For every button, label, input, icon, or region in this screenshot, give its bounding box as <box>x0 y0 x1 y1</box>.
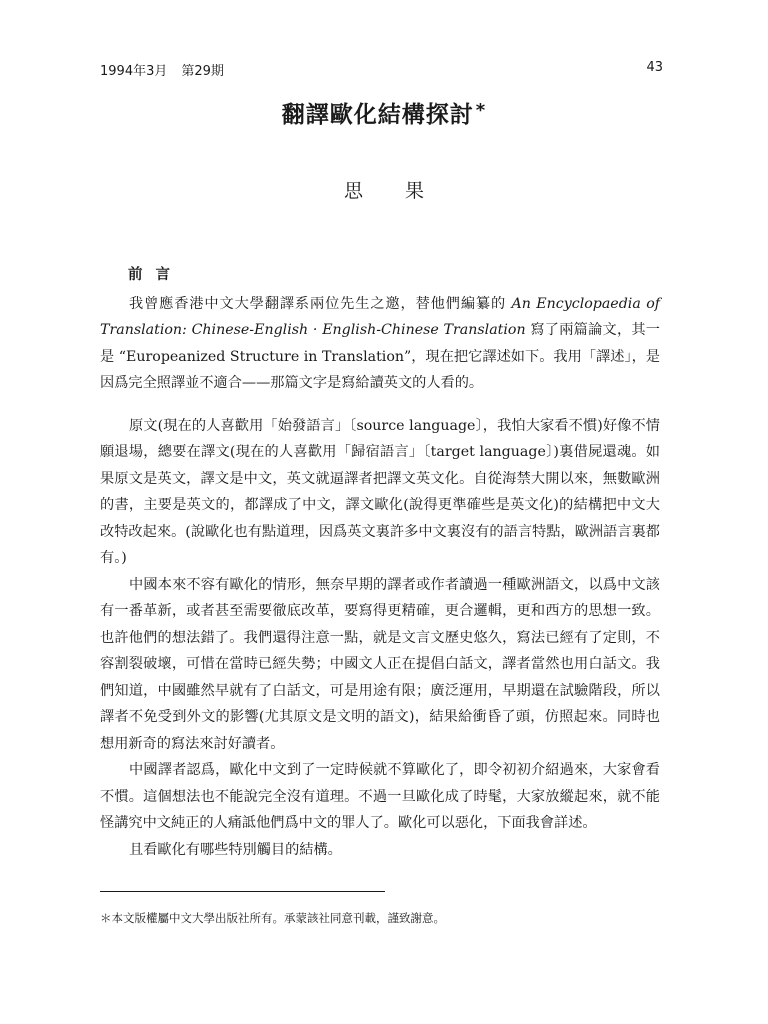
running-header <box>100 60 663 79</box>
paragraph-1 <box>100 291 660 397</box>
issue-date: 1994年3月 <box>100 64 168 79</box>
page-number: 43 <box>646 60 663 75</box>
paragraph-4: 中國譯者認爲，歐化中文到了一定時候就不算歐化了，即令初初介紹過來，大家會看不慣。這個想法也不能說完全沒有道理。不過一旦歐化成了時髦，大家放縱起來，就不能怪講究中文純正的人痛詆他們爲中文的罪人了。歐化可以惡化，下面我會詳述。 <box>100 762 660 831</box>
section-heading: 前 言 <box>128 267 175 283</box>
paragraph-spacer <box>100 397 660 413</box>
paragraph-1-book-title: An Encyclopaedia of Translation: Chinese-English · English-Chinese Translation <box>100 295 660 338</box>
issue-number: 第29期 <box>181 64 224 79</box>
paragraph-3: 中國本來不容有歐化的情形，無奈早期的譯者或作者讀過一種歐洲語文，以爲中文該有一番革新，或者甚至需要徹底改革，要寫得更精確，更合邏輯，更和西方的思想一致。也許他們的想法錯了。我們還得注意一點，就是文言文歷史悠久，寫法已經有了定則，不容割裂破壞，可惜在當時已經失勢；中國文人正在提倡白話文，譯者當然也用白話文。我們知道，中國雖然早就有了白話文，可是用途有限；廣泛運用，早期還在試驗階段，所以譯者不免受到外文的影響(尤其原文是文明的語文)，結果給衝昏了頭，仿照起來。同時也想用新奇的寫法來討好讀者。 <box>100 576 660 752</box>
article-author: 思 果 <box>343 180 443 202</box>
paragraph-1-part-a: 我曾應香港中文大學翻譯系兩位先生之邀，替他們編纂的 <box>129 295 507 312</box>
article-title-text: 翻譯歐化結構探討 <box>281 102 474 128</box>
article-body <box>100 262 660 863</box>
footnote: ＊本文版權屬中文大學出版社所有。承蒙該社同意刊載，謹致謝意。 <box>100 911 445 925</box>
article-title <box>0 96 768 129</box>
footnote-divider <box>100 891 385 892</box>
paragraph-2: 原文(現在的人喜歡用「始發語言」〔source language〕，我怕大家看不慣)好像不情願退場，總要在譯文(現在的人喜歡用「歸宿語言」〔target language〕)裏借屍還魂。如果原文是英文，譯文是中文，英文就逼譯者把譯文英文化。自從海禁大開以來，無數歐洲的書，主要是英文的，都譯成了中文，譯文歐化(說得更準確些是英文化)的結構把中文大改特改起來。(說歐化也有點道理，因爲英文裏許多中文裏沒有的語言特點，歐洲語言裏都有。) <box>100 417 660 566</box>
paragraph-5: 且看歐化有哪些特別觸目的結構。 <box>129 841 342 858</box>
title-footnote-mark: * <box>475 100 487 121</box>
paragraph-1-part-b: 寫了兩篇論文，其一是 “Europeanized Structure in Translation”，現在把它譯述如下。我用「譯述」，是因爲完全照譯並不適合——那篇文字是寫給讀英文的人看的。 <box>100 322 660 391</box>
issue-info <box>100 60 224 79</box>
